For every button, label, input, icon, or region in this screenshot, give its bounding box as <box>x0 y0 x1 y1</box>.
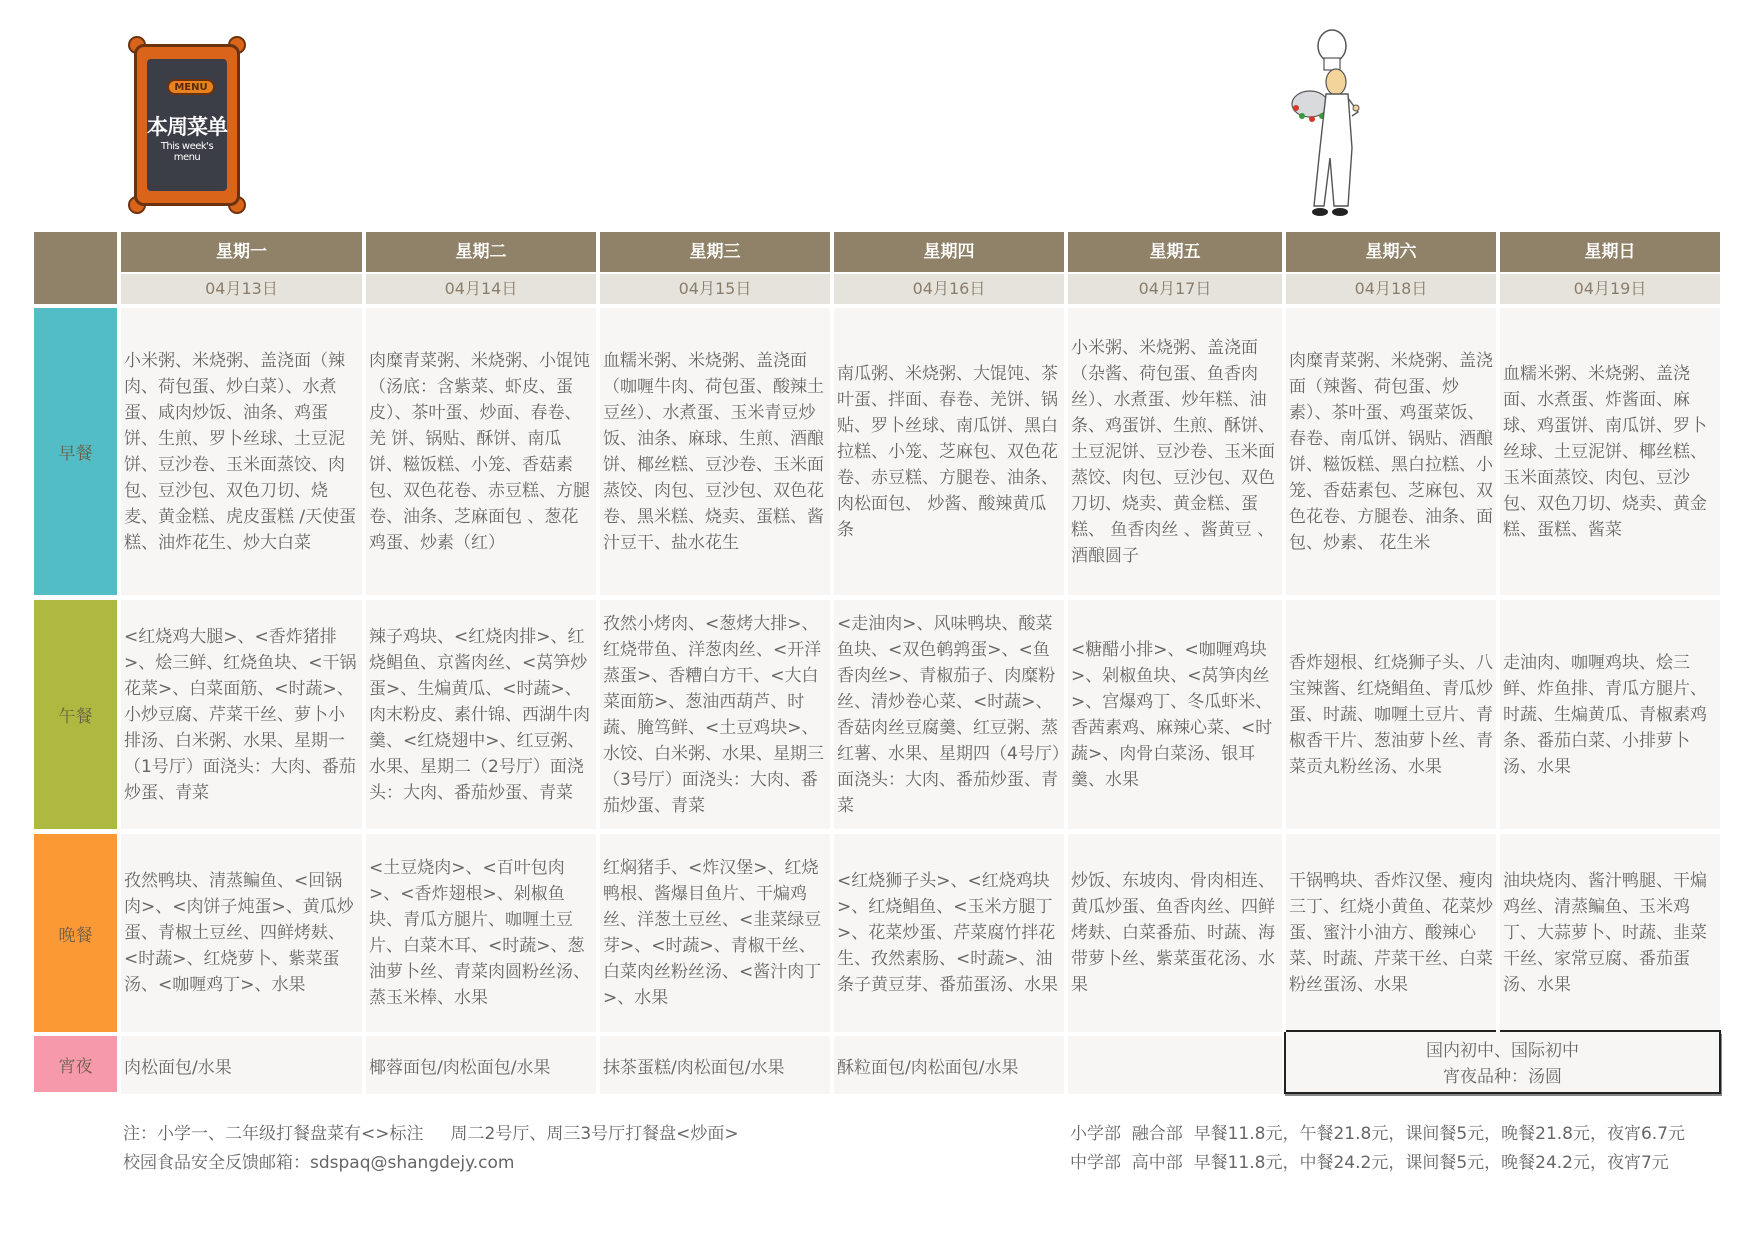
date-tue: 04月14日 <box>366 274 596 304</box>
meal-label-lunch: 午餐 <box>34 600 117 829</box>
lunch-thu: <走油肉>、风味鸭块、酸菜鱼块、<双色鹌鹑蛋>、<鱼香肉丝>、青椒茄子、肉糜粉丝、清炒卷心菜、<时蔬>、香菇肉丝豆腐羹、红豆粥、蒸红薯、水果、星期四（4号厅）面浇头：大肉、番茄炒蛋、青菜 <box>834 600 1064 829</box>
night-box-line2: 宵夜品种：汤圆 <box>1443 1067 1562 1087</box>
lunch-sat: 香炸翅根、红烧狮子头、八宝辣酱、红烧鲳鱼、青瓜炒蛋、时蔬、咖喱土豆片、青椒香干片、葱油萝卜丝、青菜贡丸粉丝汤、水果 <box>1286 600 1496 829</box>
night-wed: 抹茶蛋糕/肉松面包/水果 <box>600 1036 830 1094</box>
footer-note: 注：小学一、二年级打餐盘菜有<>标注 周二2号厅、周三3号厅打餐盘<炒面> <box>123 1124 739 1144</box>
date-mon: 04月13日 <box>121 274 362 304</box>
day-header-sat: 星期六 <box>1286 232 1496 272</box>
lunch-sun: 走油肉、咖喱鸡块、烩三鲜、炸鱼排、青瓜方腿片、时蔬、生煸黄瓜、青椒素鸡条、番茄白菜、小排萝卜汤、水果 <box>1500 600 1720 829</box>
breakfast-mon: 小米粥、米烧粥、盖浇面（辣肉、荷包蛋、炒白菜）、水煮蛋、咸肉炒饭、油条、鸡蛋饼、生煎、罗卜丝球、土豆泥饼、豆沙卷、玉米面蒸饺、肉包、豆沙包、双色刀切、烧麦、黄金糕、虎皮蛋糕 /天使蛋糕、油炸花生、炒大白菜 <box>121 308 362 595</box>
logo-title-cn: 本周菜单 <box>147 115 227 139</box>
dinner-sat: 干锅鸭块、香炸汉堡、瘦肉三丁、红烧小黄鱼、花菜炒蛋、蜜汁小油方、酸辣心菜、时蔬、芹菜干丝、白菜粉丝蛋汤、水果 <box>1286 834 1496 1032</box>
dinner-thu: <红烧狮子头>、<红烧鸡块>、红烧鲳鱼、<玉米方腿丁>、花菜炒蛋、芹菜腐竹拌花生、孜然素肠、<时蔬>、油条子黄豆芽、番茄蛋汤、水果 <box>834 834 1064 1032</box>
table-corner-header <box>34 232 117 304</box>
breakfast-wed: 血糯米粥、米烧粥、盖浇面（咖喱牛肉、荷包蛋、酸辣土豆丝）、水煮蛋、玉米青豆炒饭、油条、麻球、生煎、酒酿饼、椰丝糕、豆沙卷、玉米面蒸饺、肉包、豆沙包、双色花卷、黑米糕、烧卖、蛋糕、酱汁豆干、盐水花生 <box>600 308 830 595</box>
date-sun: 04月19日 <box>1500 274 1720 304</box>
dinner-wed: 红焖猪手、<炸汉堡>、红烧鸭根、酱爆目鱼片、干煸鸡丝、洋葱土豆丝、<韭菜绿豆芽>、<时蔬>、青椒干丝、白菜肉丝粉丝汤、<酱汁肉丁>、水果 <box>600 834 830 1032</box>
day-header-fri: 星期五 <box>1068 232 1282 272</box>
menu-tag: MENU <box>167 79 215 95</box>
breakfast-fri: 小米粥、米烧粥、盖浇面（杂酱、荷包蛋、鱼香肉丝）、水煮蛋、炒年糕、油条、鸡蛋饼、生煎、酥饼、土豆泥饼、豆沙卷、玉米面蒸饺、肉包、豆沙包、双色刀切、烧卖、黄金糕、蛋糕、 鱼香肉丝 、酱黄豆 、酒酿圆子 <box>1068 308 1282 595</box>
weekend-night-box <box>1284 1032 1721 1094</box>
chef-icon <box>1290 28 1370 230</box>
lunch-tue: 辣子鸡块、<红烧肉排>、红烧鲳鱼、京酱肉丝、<莴笋炒蛋>、生煸黄瓜、<时蔬>、肉末粉皮、素什锦、西湖牛肉羹、<红烧翅中>、红豆粥、水果、星期二（2号厅）面浇头：大肉、番茄炒蛋、青菜 <box>366 600 596 829</box>
night-thu: 酥粒面包/肉松面包/水果 <box>834 1036 1064 1094</box>
date-sat: 04月18日 <box>1286 274 1496 304</box>
date-wed: 04月15日 <box>600 274 830 304</box>
dinner-sun: 油块烧肉、酱汁鸭腿、干煸鸡丝、清蒸鳊鱼、玉米鸡丁、大蒜萝卜、时蔬、韭菜干丝、家常豆腐、番茄蛋汤、水果 <box>1500 834 1720 1032</box>
night-fri <box>1068 1036 1282 1094</box>
night-box-line1: 国内初中、国际初中 <box>1426 1041 1579 1061</box>
date-thu: 04月16日 <box>834 274 1064 304</box>
dinner-tue: <土豆烧肉>、<百叶包肉>、<香炸翅根>、剁椒鱼块、青瓜方腿片、咖喱土豆片、白菜木耳、<时蔬>、葱油萝卜丝、青菜肉圆粉丝汤、蒸玉米棒、水果 <box>366 834 596 1032</box>
lunch-wed: 孜然小烤肉、<葱烤大排>、红烧带鱼、洋葱肉丝、<开洋蒸蛋>、香糟白方干、<大白菜面筋>、葱油西葫芦、时蔬、腌笃鲜、<土豆鸡块>、水饺、白米粥、水果、星期三（3号厅）面浇头：大肉、番茄炒蛋、青菜 <box>600 600 830 829</box>
logo-title-en: This week's menu <box>160 141 214 163</box>
menu-sign-logo <box>128 36 246 214</box>
day-header-thu: 星期四 <box>834 232 1064 272</box>
footer-prices <box>1070 1120 1750 1178</box>
breakfast-sun: 血糯米粥、米烧粥、盖浇面、水煮蛋、炸酱面、麻球、鸡蛋饼、南瓜饼、罗卜丝球、土豆泥饼、椰丝糕、玉米面蒸饺、肉包、豆沙包、双色刀切、烧卖、黄金糕、蛋糕、酱菜 <box>1500 308 1720 595</box>
lunch-mon: <红烧鸡大腿>、<香炸猪排>、烩三鲜、红烧鱼块、<干锅花菜>、白菜面筋、<时蔬>、小炒豆腐、芹菜干丝、萝卜小排汤、白米粥、水果、星期一（1号厅）面浇头：大肉、番茄炒蛋、青菜 <box>121 600 362 829</box>
sign-frame <box>134 44 240 206</box>
day-header-mon: 星期一 <box>121 232 362 272</box>
footer-notes <box>123 1120 883 1178</box>
day-header-sun: 星期日 <box>1500 232 1720 272</box>
chef-illustration <box>1290 28 1370 230</box>
lunch-fri: <糖醋小排>、<咖喱鸡块>、剁椒鱼块、<莴笋肉丝>、宫爆鸡丁、冬瓜虾米、香茜素鸡、麻辣心菜、<时蔬>、肉骨白菜汤、银耳羹、水果 <box>1068 600 1282 829</box>
footer-email: 校园食品安全反馈邮箱：sdspaq@shangdejy.com <box>123 1153 515 1173</box>
night-mon: 肉松面包/水果 <box>121 1036 362 1094</box>
night-tue: 椰蓉面包/肉松面包/水果 <box>366 1036 596 1094</box>
breakfast-thu: 南瓜粥、米烧粥、大馄饨、茶叶蛋、拌面、春卷、羌饼、锅贴、罗卜丝球、南瓜饼、黑白拉糕、小笼、芝麻包、双色花卷、赤豆糕、方腿卷、油条、肉松面包、 炒酱、酸辣黄瓜条 <box>834 308 1064 595</box>
date-fri: 04月17日 <box>1068 274 1282 304</box>
dinner-fri: 炒饭、东坡肉、骨肉相连、黄瓜炒蛋、鱼香肉丝、四鲜烤麸、白菜番茄、时蔬、海带萝卜丝、紫菜蛋花汤、水果 <box>1068 834 1282 1032</box>
day-header-wed: 星期三 <box>600 232 830 272</box>
breakfast-sat: 肉糜青菜粥、米烧粥、盖浇面（辣酱、荷包蛋、炒素）、茶叶蛋、鸡蛋菜饭、春卷、南瓜饼、锅贴、酒酿饼、糍饭糕、黑白拉糕、小笼、香菇素包、芝麻包、双色花卷、方腿卷、油条、面包、炒素、 花生米 <box>1286 308 1496 595</box>
dinner-mon: 孜然鸭块、清蒸鳊鱼、<回锅肉>、<肉饼子炖蛋>、黄瓜炒蛋、青椒土豆丝、四鲜烤麸、<时蔬>、红烧萝卜、紫菜蛋汤、<咖喱鸡丁>、水果 <box>121 834 362 1032</box>
sign-board <box>147 59 227 191</box>
meal-label-dinner: 晚餐 <box>34 834 117 1032</box>
breakfast-tue: 肉糜青菜粥、米烧粥、小馄饨（汤底：含紫菜、虾皮、蛋皮）、茶叶蛋、炒面、春卷、羌 饼、锅贴、酥饼、南瓜饼、糍饭糕、小笼、香菇素包、双色花卷、赤豆糕、方腿卷、油条、芝麻面包 、葱花鸡蛋、炒素（红） <box>366 308 596 595</box>
price-secondary: 中学部 高中部 早餐11.8元，中餐24.2元，课间餐5元，晚餐24.2元，夜宵7元 <box>1070 1153 1669 1173</box>
price-primary: 小学部 融合部 早餐11.8元，午餐21.8元，课间餐5元，晚餐21.8元，夜宵6.7元 <box>1070 1124 1686 1144</box>
meal-label-night: 宵夜 <box>34 1036 117 1092</box>
day-header-tue: 星期二 <box>366 232 596 272</box>
meal-label-breakfast: 早餐 <box>34 308 117 595</box>
